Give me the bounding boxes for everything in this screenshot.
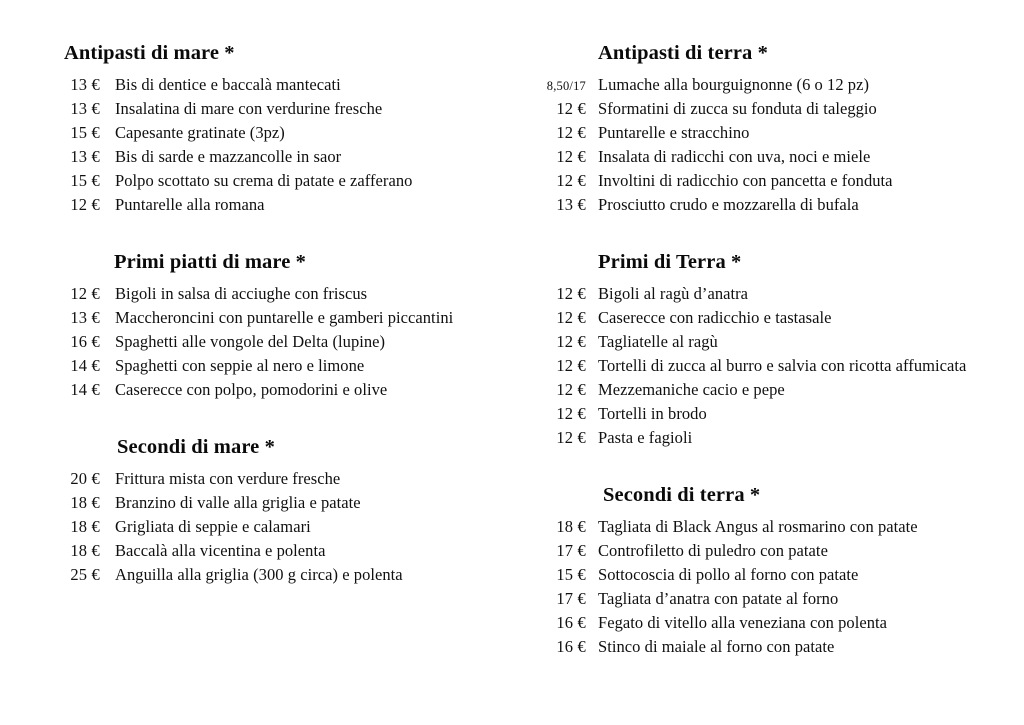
menu-item	[536, 611, 1006, 635]
menu-section-secondi-di-terra	[536, 482, 1006, 659]
item-price: 15 €	[70, 123, 100, 142]
item-name: Lumache alla bourguignonne (6 o 12 pz)	[598, 75, 870, 94]
menu-item	[56, 330, 516, 354]
item-name: Bigoli in salsa di acciughe con friscus	[115, 284, 368, 303]
item-name: Bis di sarde e mazzancolle in saor	[115, 147, 342, 166]
item-price: 18 €	[556, 517, 586, 536]
item-name: Puntarelle alla romana	[115, 195, 265, 214]
item-price: 12 €	[556, 380, 586, 399]
menu-item	[536, 402, 1006, 426]
menu-item	[56, 169, 516, 193]
item-price: 12 €	[556, 123, 586, 142]
menu-item	[536, 515, 1006, 539]
item-price: 17 €	[556, 541, 586, 560]
menu-section-antipasti-di-mare	[56, 40, 516, 217]
item-price: 12 €	[556, 284, 586, 303]
section-heading-secondi-di-terra: Secondi di terra *	[603, 484, 761, 506]
menu-item	[536, 193, 1006, 217]
menu-item	[536, 282, 1006, 306]
item-price: 13 €	[70, 99, 100, 118]
menu-item	[536, 73, 1006, 97]
item-name: Sottocoscia di pollo al forno con patate	[598, 565, 859, 584]
item-name: Grigliata di seppie e calamari	[115, 517, 311, 536]
item-name: Branzino di valle alla griglia e patate	[115, 493, 361, 512]
section-heading-antipasti-di-terra: Antipasti di terra *	[598, 42, 768, 64]
menu-item	[536, 635, 1006, 659]
item-price: 17 €	[556, 589, 586, 608]
item-price: 18 €	[70, 541, 100, 560]
item-name: Tagliata di Black Angus al rosmarino con patate	[598, 517, 918, 536]
item-name: Tortelli in brodo	[598, 404, 707, 423]
item-price: 12 €	[556, 404, 586, 423]
item-name: Prosciutto crudo e mozzarella di bufala	[598, 195, 859, 214]
item-name: Baccalà alla vicentina e polenta	[115, 541, 326, 560]
menu-item	[56, 539, 516, 563]
item-price: 12 €	[70, 284, 100, 303]
item-name: Pasta e fagioli	[598, 428, 693, 447]
menu-item	[56, 378, 516, 402]
item-price: 20 €	[70, 469, 100, 488]
item-name: Stinco di maiale al forno con patate	[598, 637, 835, 656]
item-price: 8,50/17	[546, 79, 586, 93]
item-price: 12 €	[556, 428, 586, 447]
menu-section-antipasti-di-terra	[536, 40, 1006, 217]
item-price: 15 €	[556, 565, 586, 584]
item-name: Puntarelle e stracchino	[598, 123, 750, 142]
menu-item	[56, 193, 516, 217]
menu-item	[536, 563, 1006, 587]
item-price: 15 €	[70, 171, 100, 190]
menu-item	[56, 563, 516, 587]
item-price: 12 €	[556, 147, 586, 166]
item-price: 13 €	[70, 147, 100, 166]
menu-item	[56, 73, 516, 97]
menu-item	[56, 491, 516, 515]
menu-item	[536, 121, 1006, 145]
item-price: 16 €	[556, 613, 586, 632]
menu-section-secondi-di-mare	[56, 434, 516, 587]
item-price: 14 €	[70, 380, 100, 399]
item-name: Fegato di vitello alla veneziana con polenta	[598, 613, 888, 632]
menu-item	[56, 121, 516, 145]
item-list-antipasti-di-terra	[536, 73, 1006, 217]
item-name: Insalata di radicchi con uva, noci e miele	[598, 147, 871, 166]
menu-section-primi-di-terra	[536, 249, 1006, 450]
menu-item	[56, 282, 516, 306]
menu-item	[536, 306, 1006, 330]
menu-section-primi-piatti-di-mare	[56, 249, 516, 402]
item-list-primi-di-terra	[536, 282, 1006, 450]
item-list-secondi-di-terra	[536, 515, 1006, 659]
section-heading-primi-piatti-di-mare: Primi piatti di mare *	[114, 251, 306, 273]
item-name: Caserecce con polpo, pomodorini e olive	[115, 380, 388, 399]
item-name: Bis di dentice e baccalà mantecati	[115, 75, 341, 94]
item-price: 12 €	[556, 356, 586, 375]
item-name: Anguilla alla griglia (300 g circa) e polenta	[115, 565, 403, 584]
menu-item	[536, 169, 1006, 193]
menu-item	[56, 515, 516, 539]
item-price: 18 €	[70, 493, 100, 512]
item-name: Spaghetti alle vongole del Delta (lupine)	[115, 332, 386, 351]
menu-item	[536, 426, 1006, 450]
item-name: Capesante gratinate (3pz)	[115, 123, 285, 142]
section-heading-primi-di-terra: Primi di Terra *	[598, 251, 742, 273]
item-price: 18 €	[70, 517, 100, 536]
item-price: 13 €	[556, 195, 586, 214]
item-price: 14 €	[70, 356, 100, 375]
item-price: 12 €	[556, 332, 586, 351]
menu-item	[536, 587, 1006, 611]
item-name: Spaghetti con seppie al nero e limone	[115, 356, 365, 375]
menu-item	[56, 467, 516, 491]
item-list-secondi-di-mare	[56, 467, 516, 587]
item-list-primi-piatti-di-mare	[56, 282, 516, 402]
menu-item	[56, 145, 516, 169]
item-list-antipasti-di-mare	[56, 73, 516, 217]
item-price: 25 €	[70, 565, 100, 584]
menu-item	[536, 97, 1006, 121]
item-name: Tortelli di zucca al burro e salvia con ricotta affumicata	[598, 356, 967, 375]
item-name: Bigoli al ragù d’anatra	[598, 284, 749, 303]
item-name: Tagliata d’anatra con patate al forno	[598, 589, 839, 608]
section-heading-secondi-di-mare: Secondi di mare *	[117, 436, 275, 458]
item-price: 13 €	[70, 75, 100, 94]
menu-item	[536, 330, 1006, 354]
item-price: 12 €	[70, 195, 100, 214]
item-name: Insalatina di mare con verdurine fresche	[115, 99, 383, 118]
menu-item	[536, 354, 1006, 378]
item-name: Caserecce con radicchio e tastasale	[598, 308, 832, 327]
menu-item	[536, 539, 1006, 563]
item-name: Maccheroncini con puntarelle e gamberi piccantini	[115, 308, 454, 327]
item-name: Mezzemaniche cacio e pepe	[598, 380, 785, 399]
item-name: Frittura mista con verdure fresche	[115, 469, 341, 488]
item-name: Involtini di radicchio con pancetta e fonduta	[598, 171, 893, 190]
menu-item	[56, 354, 516, 378]
item-name: Polpo scottato su crema di patate e zafferano	[115, 171, 413, 190]
menu-item	[536, 378, 1006, 402]
item-price: 13 €	[70, 308, 100, 327]
item-price: 16 €	[556, 637, 586, 656]
menu-item	[56, 306, 516, 330]
item-name: Controfiletto di puledro con patate	[598, 541, 828, 560]
item-name: Sformatini di zucca su fonduta di taleggio	[598, 99, 877, 118]
item-name: Tagliatelle al ragù	[598, 332, 718, 351]
item-price: 12 €	[556, 308, 586, 327]
item-price: 12 €	[556, 171, 586, 190]
item-price: 16 €	[70, 332, 100, 351]
menu-item	[56, 97, 516, 121]
menu-column-left	[56, 40, 516, 587]
item-price: 12 €	[556, 99, 586, 118]
menu-item	[536, 145, 1006, 169]
section-heading-antipasti-di-mare: Antipasti di mare *	[64, 42, 235, 64]
menu-column-right	[536, 40, 1006, 659]
